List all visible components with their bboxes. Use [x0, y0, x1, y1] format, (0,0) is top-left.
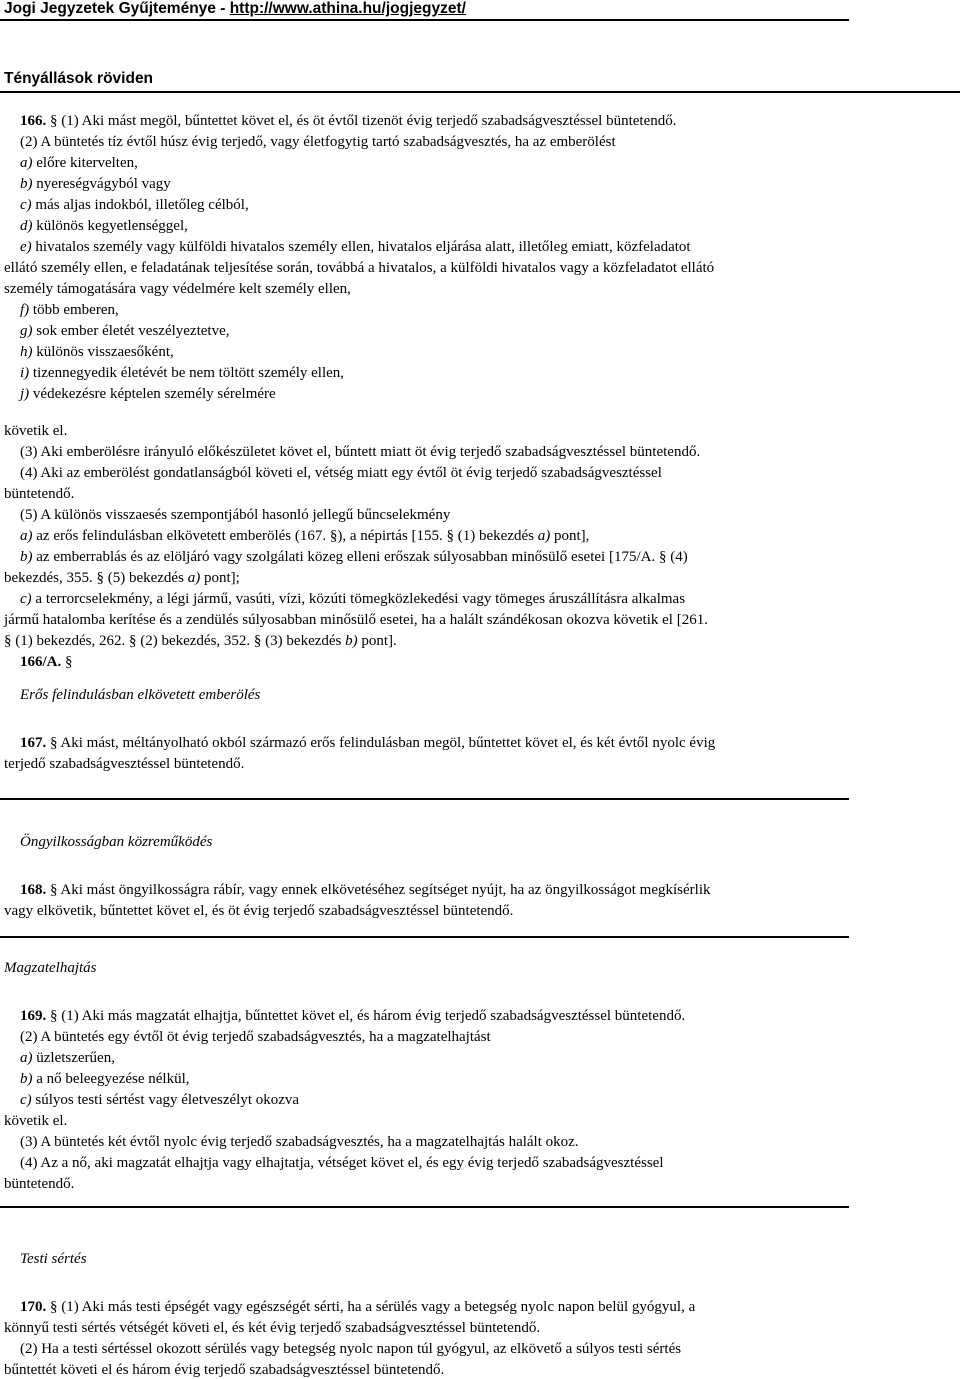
text-line [20, 833, 212, 851]
text-segment: (3) A büntetés két évtől nyolc évig terjedő szabadságvesztés, ha a magzatelhajtás halált okoz. [20, 1134, 579, 1150]
text-line [20, 301, 119, 319]
text-line [20, 1049, 115, 1067]
italic-text: c) [20, 591, 32, 607]
text-line [4, 1112, 67, 1130]
text-line [4, 259, 714, 277]
text-line [20, 443, 700, 461]
text-segment: követik el. [4, 423, 68, 439]
italic-text: b) [20, 1071, 33, 1087]
text-line [4, 422, 67, 440]
text-segment: (2) A büntetés egy évtől öt évig terjedő szabadságvesztés, ha a magzatelhajtást [20, 1029, 491, 1045]
text-line [20, 1154, 664, 1172]
text-line [20, 506, 450, 524]
text-segment: vagy elkövetik, bűntettet követ el, és öt évig terjedő szabadságvesztéssel büntetendő. [4, 903, 514, 919]
text-segment: különös visszaesőként, [32, 344, 174, 360]
italic-text: b) [20, 549, 33, 565]
italic-text: g) [20, 323, 33, 339]
text-segment: súlyos testi sértést vagy életveszélyt okozva [31, 1092, 300, 1108]
text-segment: jármű hatalomba kerítése és a zendülés súlyosabban minősülő esetei, ha a halált szándékosan okozva követik el [261. [4, 612, 708, 628]
text-line [20, 653, 73, 671]
text-line [4, 959, 97, 977]
italic-text: Testi sértés [20, 1251, 87, 1267]
text-line [20, 464, 662, 482]
text-line [20, 133, 616, 151]
text-line [20, 154, 138, 172]
text-line [20, 322, 230, 340]
italic-text: Öngyilkosságban közreműködés [20, 834, 213, 850]
italic-text: b) [345, 633, 358, 649]
divider-rule [0, 936, 849, 938]
text-segment: (4) Az a nő, aki magzatát elhajtja vagy elhajtatja, vétséget követ el, és egy évig terjedő szabadságvesztéssel [20, 1155, 664, 1171]
italic-text: a) [20, 1050, 33, 1066]
text-segment: § [61, 654, 73, 670]
text-segment: a nő beleegyezése nélkül, [32, 1071, 190, 1087]
header-link[interactable]: http://www.athina.hu/jogjegyzet/ [229, 0, 466, 17]
italic-text: a) [20, 528, 33, 544]
text-segment: előre kitervelten, [32, 155, 138, 171]
text-segment: személy támogatására vagy védelmére kelt személy ellen, [4, 281, 351, 297]
text-line [20, 1091, 299, 1109]
text-line [4, 902, 513, 920]
text-segment: § (1) bekezdés, 262. § (2) bekezdés, 352. § (3) bekezdés [4, 633, 346, 649]
text-line [20, 686, 260, 704]
header-title: Jogi Jegyzetek Gyűjteménye - [4, 0, 230, 17]
text-line [20, 1298, 695, 1316]
text-segment: § Aki mást öngyilkosságra rábír, vagy ennek elkövetéséhez segítséget nyújt, ha az öngyilkosságot megkísérlik [46, 882, 711, 898]
section-number: 166. [20, 113, 47, 129]
text-segment: (2) Ha a testi sértéssel okozott sérülés vagy betegség nyolc napon túl gyógyul, az elkövető a súlyos testi sértés [20, 1341, 682, 1357]
text-line [20, 1340, 681, 1358]
text-segment: (2) A büntetés tíz évtől húsz évig terjedő, vagy életfogytig tartó szabadságvesztés, ha az emberölést [20, 134, 616, 150]
italic-text: i) [20, 365, 30, 381]
text-segment: büntetendő. [4, 486, 75, 502]
page-header [4, 0, 466, 18]
text-segment: követik el. [4, 1113, 68, 1129]
text-line [4, 1319, 540, 1337]
text-segment: sok ember életét veszélyeztetve, [32, 323, 230, 339]
section-number: 169. [20, 1008, 47, 1024]
text-segment: bűntettét követi el és három évig terjedő szabadságvesztéssel büntetendő. [4, 1362, 445, 1378]
text-segment: ellátó személy ellen, e feladatának teljesítése során, továbbá a hivatalos, a külföldi hivatalos vagy a közfeladatot ellátó [4, 260, 715, 276]
text-line [20, 112, 677, 130]
text-segment: tizennegyedik életévét be nem töltött személy ellen, [29, 365, 345, 381]
italic-text: c) [20, 1092, 32, 1108]
divider-rule [0, 1206, 849, 1208]
italic-text: a) [187, 570, 201, 586]
section-number: 166/A. [20, 654, 62, 670]
text-segment: pont], [550, 528, 590, 544]
text-segment: védekezésre képtelen személy sérelmére [29, 386, 276, 402]
italic-text: e) [20, 239, 32, 255]
text-line [20, 238, 691, 256]
text-segment: több emberen, [29, 302, 119, 318]
text-segment: (5) A különös visszaesés szempontjából hasonló jellegű bűncselekmény [20, 507, 451, 523]
italic-text: f) [20, 302, 30, 318]
section-number: 170. [20, 1299, 47, 1315]
text-segment: különös kegyetlenséggel, [32, 218, 188, 234]
text-segment: könnyű testi sértés vétségét követi el, és két évig terjedő szabadságvesztéssel büntetendő. [4, 1320, 541, 1336]
italic-text: j) [20, 386, 30, 402]
text-line [4, 569, 240, 587]
text-line [20, 548, 688, 566]
text-segment: nyereségvágyból vagy [32, 176, 171, 192]
italic-text: a) [537, 528, 551, 544]
text-line [20, 1028, 491, 1046]
text-line [20, 217, 188, 235]
text-line [4, 611, 708, 629]
text-segment: pont]; [200, 570, 240, 586]
text-segment: pont]. [357, 633, 397, 649]
text-segment: § (1) Aki mást megöl, bűntettet követ el, és öt évtől tizenöt évig terjedő szabadságvesztéssel büntetendő. [46, 113, 677, 129]
text-line [4, 280, 351, 298]
text-segment: az erős felindulásban elkövetett emberölés (167. §), a népirtás [155. § (1) bekezdés [32, 528, 538, 544]
text-line [20, 734, 715, 752]
text-line [20, 1007, 685, 1025]
section-number: 168. [20, 882, 47, 898]
text-line [20, 881, 711, 899]
text-segment: terjedő szabadságvesztéssel büntetendő. [4, 756, 245, 772]
text-line [20, 590, 685, 608]
header-rule [0, 19, 849, 21]
section-title-rule [0, 91, 960, 93]
text-segment: § Aki mást, méltányolható okból származó erős felindulásban megöl, bűntettet követ el, és két évtől nyolc évig [46, 735, 716, 751]
text-line [20, 175, 171, 193]
text-line [20, 385, 276, 403]
text-segment: (4) Aki az emberölést gondatlanságból követi el, vétség miatt egy évtől öt évig terjedő szabadságvesztéssel [20, 465, 662, 481]
text-segment: hivatalos személy vagy külföldi hivatalos személy ellen, hivatalos eljárása alatt, illetőleg emiatt, közfeladatot [31, 239, 691, 255]
text-line [4, 1361, 444, 1379]
text-segment: más aljas indokból, illetőleg célból, [31, 197, 249, 213]
text-segment: bekezdés, 355. § (5) bekezdés [4, 570, 188, 586]
italic-text: h) [20, 344, 33, 360]
italic-text: d) [20, 218, 33, 234]
italic-text: b) [20, 176, 33, 192]
text-line [4, 1175, 74, 1193]
text-line [20, 1070, 190, 1088]
text-segment: a terrorcselekmény, a légi jármű, vasúti, vízi, közúti tömegközlekedési vagy tömeges áruszállításra alkalmas [31, 591, 686, 607]
text-segment: üzletszerűen, [32, 1050, 115, 1066]
text-line [20, 527, 589, 545]
text-line [20, 343, 174, 361]
text-line [20, 364, 344, 382]
text-segment: (3) Aki emberölésre irányuló előkészületet követ el, bűntett miatt öt évig terjedő szabadságvesztéssel büntetendő. [20, 444, 701, 460]
italic-text: Magzatelhajtás [4, 960, 97, 976]
text-segment: az emberrablás és az elöljáró vagy szolgálati közeg elleni erőszak súlyosabban minősülő esetei [175/A. § (4) [32, 549, 688, 565]
text-line [4, 632, 397, 650]
text-segment: § (1) Aki más magzatát elhajtja, bűntettet követ el, és három évig terjedő szabadságvesztéssel büntetendő. [46, 1008, 686, 1024]
divider-rule [0, 798, 849, 800]
text-segment: § (1) Aki más testi épségét vagy egészségét sérti, ha a sérülés vagy a betegség nyolc napon belül gyógyul, a [46, 1299, 696, 1315]
section-title: Tényállások röviden [4, 70, 154, 87]
text-line [4, 485, 74, 503]
text-line [20, 1133, 579, 1151]
italic-text: a) [20, 155, 33, 171]
text-line [20, 1250, 87, 1268]
text-line [20, 196, 249, 214]
text-segment: büntetendő. [4, 1176, 75, 1192]
italic-text: c) [20, 197, 32, 213]
section-number: 167. [20, 735, 47, 751]
italic-text: Erős felindulásban elkövetett emberölés [20, 687, 261, 703]
text-line [4, 755, 244, 773]
